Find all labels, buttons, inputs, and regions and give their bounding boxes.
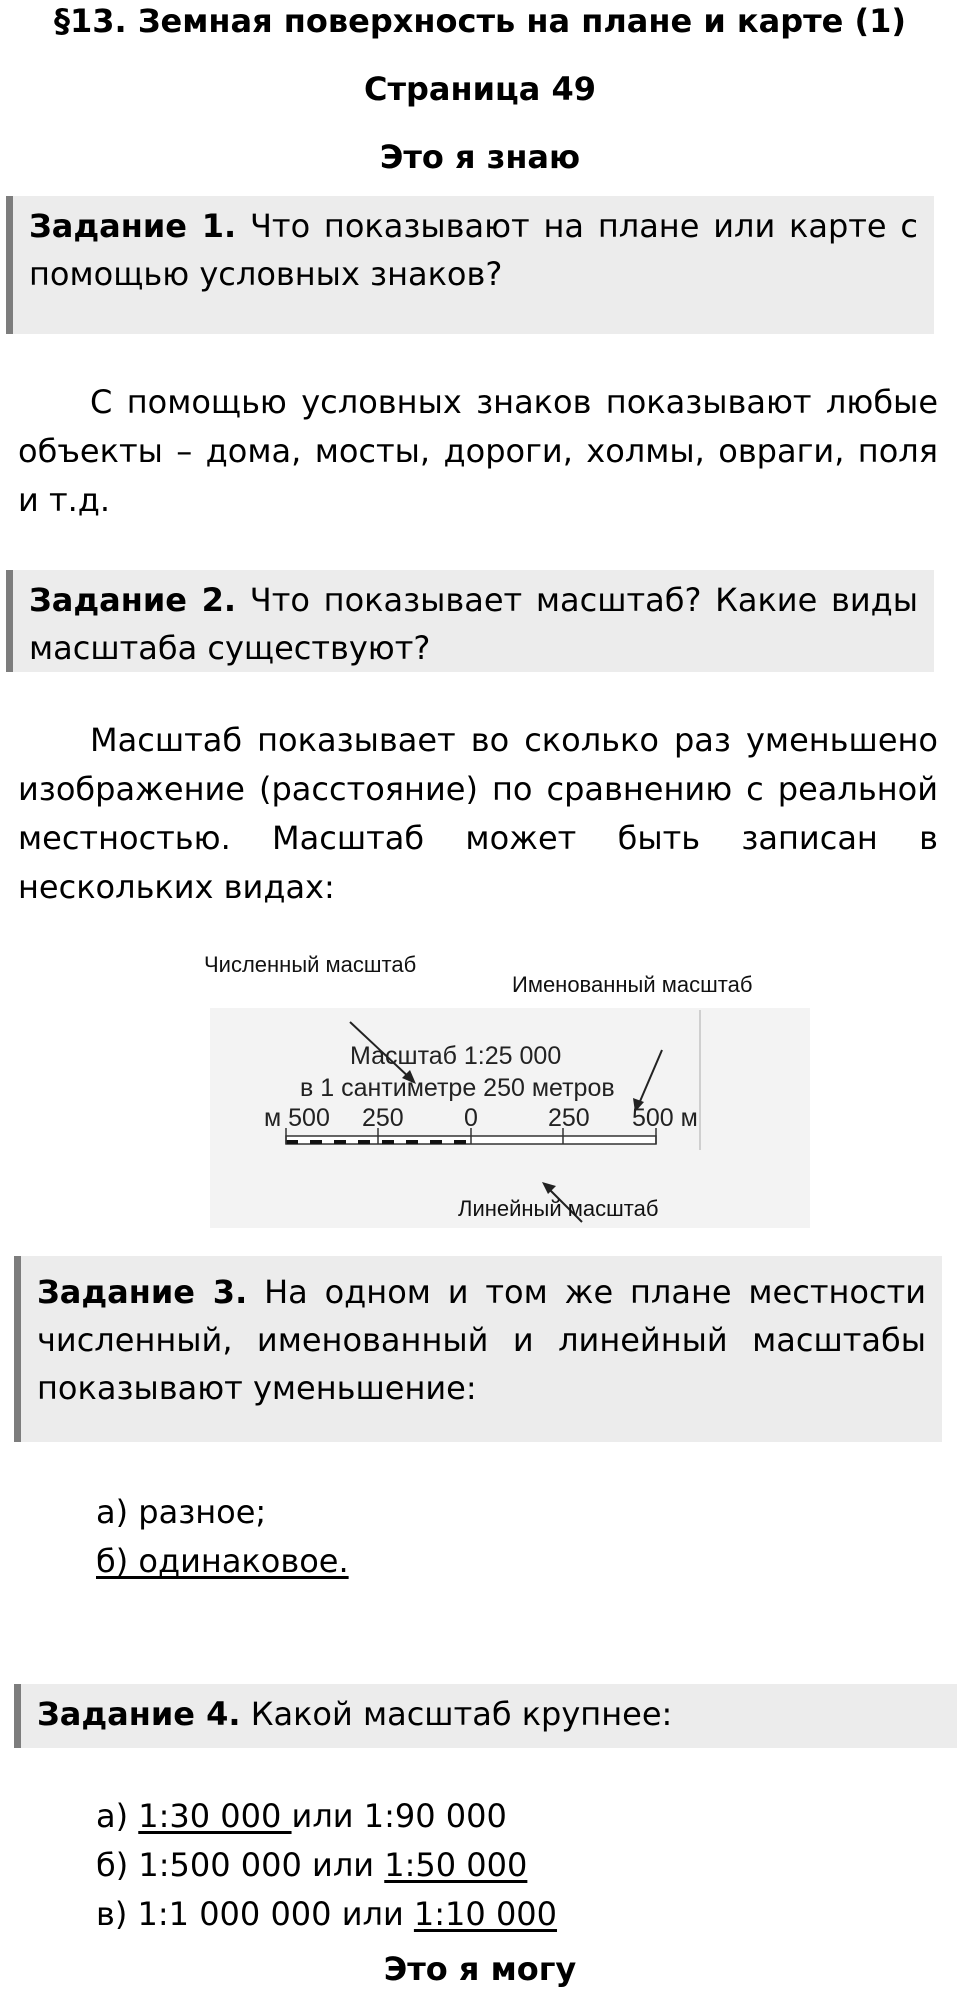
task-4-row-a [96, 1792, 507, 1841]
task-4-row-b [96, 1841, 527, 1890]
task-2-label: Задание 2. [29, 581, 237, 619]
ruler-label-left-250: 250 [362, 1104, 404, 1132]
task-3-option-a: а) разное; [96, 1493, 267, 1531]
section-title: §13. Земная поверхность на плане и карте (1) [53, 2, 906, 40]
label-numeric-scale: Численный масштаб [204, 952, 417, 977]
ruler-label-left-500: м 500 [264, 1104, 330, 1132]
row-a-or: или [291, 1797, 364, 1835]
row-b-answer: 1:50 000 [384, 1846, 528, 1884]
scale-figure [190, 950, 830, 1230]
row-c-prefix: в) [96, 1895, 138, 1933]
ruler-label-right-250: 250 [548, 1104, 590, 1132]
task-4-label: Задание 4. [37, 1695, 241, 1733]
row-c-other: 1:1 000 000 [137, 1895, 332, 1933]
row-a-answer: 1:30 000 [138, 1797, 292, 1835]
row-b-other: 1:500 000 [138, 1846, 302, 1884]
subheading-can: Это я могу [383, 1950, 577, 1988]
label-named-scale: Именованный масштаб [512, 972, 753, 997]
row-c-answer: 1:10 000 [413, 1895, 558, 1933]
task-4-row-c [96, 1890, 557, 1939]
row-a-other: 1:90 000 [363, 1797, 507, 1835]
task-3-box [14, 1256, 942, 1442]
page-label: Страница 49 [363, 70, 597, 108]
ruler-label-zero: 0 [464, 1104, 478, 1132]
task-1-question: Что показывают на плане или карте с помощью условных знаков? [29, 207, 919, 293]
task-3-label: Задание 3. [37, 1273, 248, 1311]
task-4-question: Какой масштаб крупнее: [250, 1695, 673, 1733]
task-1-answer: С помощью условных знаков показывают любые объекты – дома, мосты, дороги, холмы, овраги, поля и т.д. [18, 383, 938, 519]
task-3-option-b: б) одинаковое. [96, 1542, 349, 1580]
row-b-or: или [301, 1846, 385, 1884]
scale-text-named: в 1 сантиметре 250 метров [300, 1074, 615, 1102]
task-3-question: На одном и том же плане местности численный, именованный и линейный масштабы показывают уменьшение: [37, 1273, 927, 1407]
task-2-answer: Масштаб показывает во сколько раз уменьшено изображение (расстояние) по сравнению с реальной местностью. Масштаб может быть записан в нескольких видах: [18, 721, 938, 906]
ruler-label-right-500: 500 м [632, 1104, 698, 1132]
task-4-box [14, 1684, 957, 1748]
task-1-label: Задание 1. [29, 207, 237, 245]
task-1-box [6, 196, 934, 334]
row-c-or: или [331, 1895, 414, 1933]
row-b-prefix: б) [96, 1846, 139, 1884]
scale-text-numeric: Масштаб 1:25 000 [350, 1042, 562, 1070]
row-a-prefix: а) [96, 1797, 139, 1835]
subheading-know: Это я знаю [379, 138, 581, 176]
task-2-box [6, 570, 934, 672]
label-linear-scale: Линейный масштаб [458, 1196, 659, 1221]
task-2-question: Что показывает масштаб? Какие виды масштаба существуют? [29, 581, 919, 667]
